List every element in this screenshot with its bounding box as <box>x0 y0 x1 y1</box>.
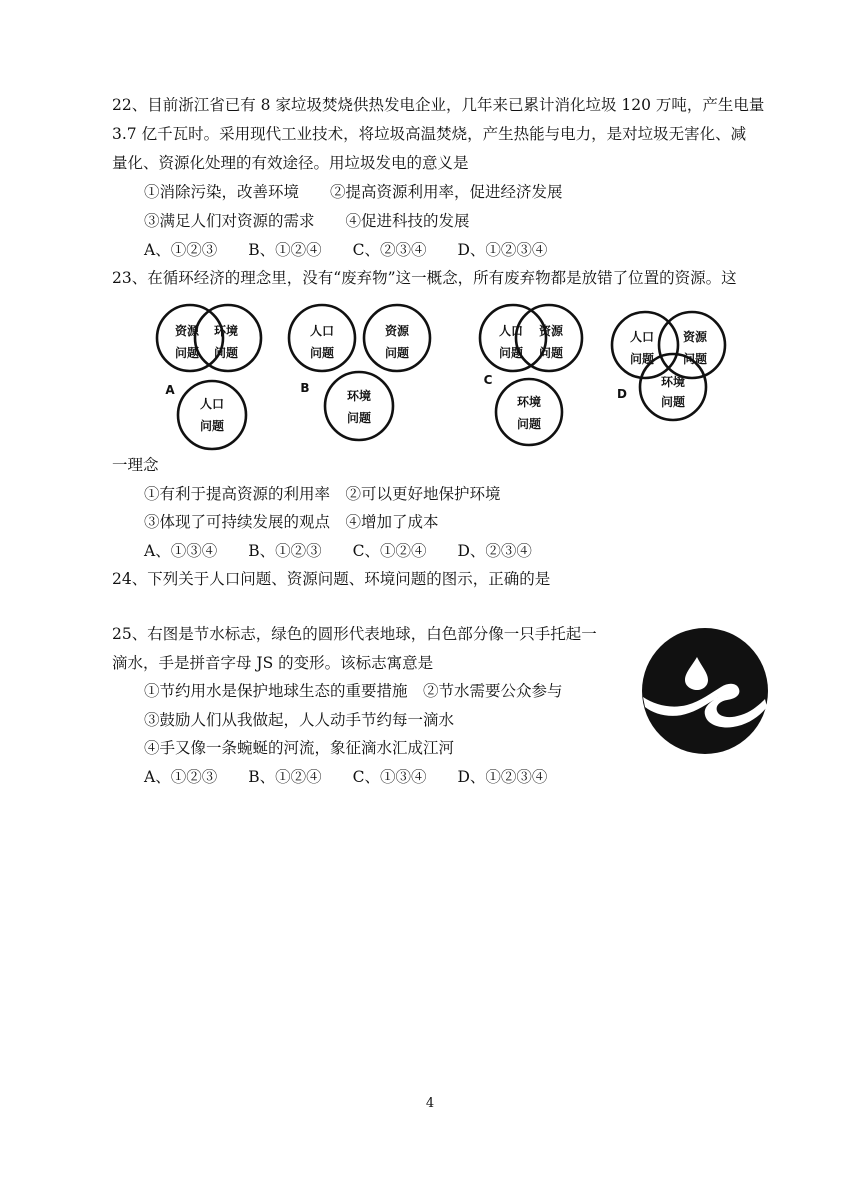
q22-options-line1: ①消除污染，改善环境 ②提高资源利用率，促进经济发展 <box>144 183 563 201</box>
water-saving-logo-icon <box>641 627 769 755</box>
diagram-c-c1-bottom: 问题 <box>498 346 524 360</box>
q24-stem-line1: 24、下列关于人口问题、资源问题、环境问题的图示，正确的是 <box>112 570 551 588</box>
diagram-b-c1-top: 人口 <box>309 324 335 338</box>
q25-stem-line2: 滴水，手是拼音字母 JS 的变形。该标志寓意是 <box>112 654 434 672</box>
venn-diagram-figure <box>140 300 730 452</box>
diagram-c-circle-3 <box>496 379 562 445</box>
diagram-a-c2-bottom: 问题 <box>213 346 239 360</box>
diagram-c-c3-top: 环境 <box>516 395 542 409</box>
diagram-b-circle-2 <box>364 305 430 371</box>
q25-options-line1: ①节约用水是保护地球生态的重要措施 ②节水需要公众参与 <box>144 682 563 700</box>
q23-options-line1: ①有利于提高资源的利用率 ②可以更好地保护环境 <box>144 485 501 503</box>
diagram-c-circle-1 <box>480 305 546 371</box>
q23-options-line2: ③体现了可持续发展的观点 ④增加了成本 <box>144 513 439 531</box>
diagram-d-circle-2 <box>659 312 725 378</box>
diagram-d-c1-top: 人口 <box>629 330 655 344</box>
diagram-b-circle-3 <box>325 372 393 440</box>
diagram-c-c2-top: 资源 <box>538 324 564 338</box>
diagram-c-letter: C <box>483 373 493 387</box>
diagram-d-letter: D <box>617 387 627 401</box>
q22-answer-choices: A、①②③ B、①②④ C、②③④ D、①②③④ <box>144 241 548 259</box>
diagram-b-circle-1 <box>289 305 355 371</box>
q23-answer-choices: A、①③④ B、①②③ C、①②④ D、②③④ <box>144 542 532 560</box>
diagram-d-c2-bottom: 问题 <box>682 352 708 366</box>
q22-stem-line1: 22、目前浙江省已有 8 家垃圾焚烧供热发电企业，几年来已累计消化垃圾 120 万吨，产生电量 <box>112 96 765 114</box>
diagram-a-circle-2 <box>195 305 261 371</box>
q25-answer-choices: A、①②③ B、①②④ C、①③④ D、①②③④ <box>144 768 548 786</box>
diagram-d-c1-bottom: 问题 <box>629 352 655 366</box>
diagram-c-c3-bottom: 问题 <box>516 417 542 431</box>
diagram-b-c1-bottom: 问题 <box>309 346 335 360</box>
diagram-a-circle-1 <box>157 305 223 371</box>
diagram-b-c3-top: 环境 <box>346 389 372 403</box>
diagram-c-circle-2 <box>516 305 582 371</box>
diagram-c-c1-top: 人口 <box>498 324 524 338</box>
diagram-a-c3-bottom: 问题 <box>199 419 225 433</box>
q25-options-line3: ④手又像一条蜿蜒的河流，象征滴水汇成江河 <box>144 739 455 757</box>
diagram-d-c2-top: 资源 <box>682 330 708 344</box>
diagram-b-c2-top: 资源 <box>384 324 410 338</box>
q22-options-line2: ③满足人们对资源的需求 ④促进科技的发展 <box>144 212 470 230</box>
diagram-b-c3-bottom: 问题 <box>346 411 372 425</box>
diagram-d-c3-top: 环境 <box>660 375 686 389</box>
q23-stem-line2: 一理念 <box>112 456 159 474</box>
diagram-d-c3-bottom: 问题 <box>660 395 686 409</box>
venn-diagram-svg <box>140 300 730 452</box>
q25-stem-line1: 25、右图是节水标志，绿色的圆形代表地球，白色部分像一只手托起一 <box>112 625 597 643</box>
diagram-a-letter: A <box>165 383 175 397</box>
page-number: 4 <box>425 1096 435 1111</box>
q25-options-line2: ③鼓励人们从我做起，人人动手节约每一滴水 <box>144 711 455 729</box>
water-saving-logo <box>641 627 769 755</box>
diagram-b-letter: B <box>300 381 310 395</box>
diagram-a-c1-top: 资源 <box>174 324 200 338</box>
q23-stem-line1: 23、在循环经济的理念里，没有“废弃物”这一概念，所有废弃物都是放错了位置的资源。这 <box>112 269 737 287</box>
diagram-a-c1-bottom: 问题 <box>174 346 200 360</box>
q22-stem-line2: 3.7 亿千瓦时。采用现代工业技术，将垃圾高温焚烧，产生热能与电力，是对垃圾无害化、减 <box>112 125 747 143</box>
diagram-a-circle-3 <box>178 381 246 449</box>
diagram-a-c3-top: 人口 <box>199 397 225 411</box>
diagram-a-c2-top: 环境 <box>213 324 239 338</box>
diagram-c-c2-bottom: 问题 <box>538 346 564 360</box>
q22-stem-line3: 量化、资源化处理的有效途径。用垃圾发电的意义是 <box>112 154 469 172</box>
diagram-b-c2-bottom: 问题 <box>384 346 410 360</box>
